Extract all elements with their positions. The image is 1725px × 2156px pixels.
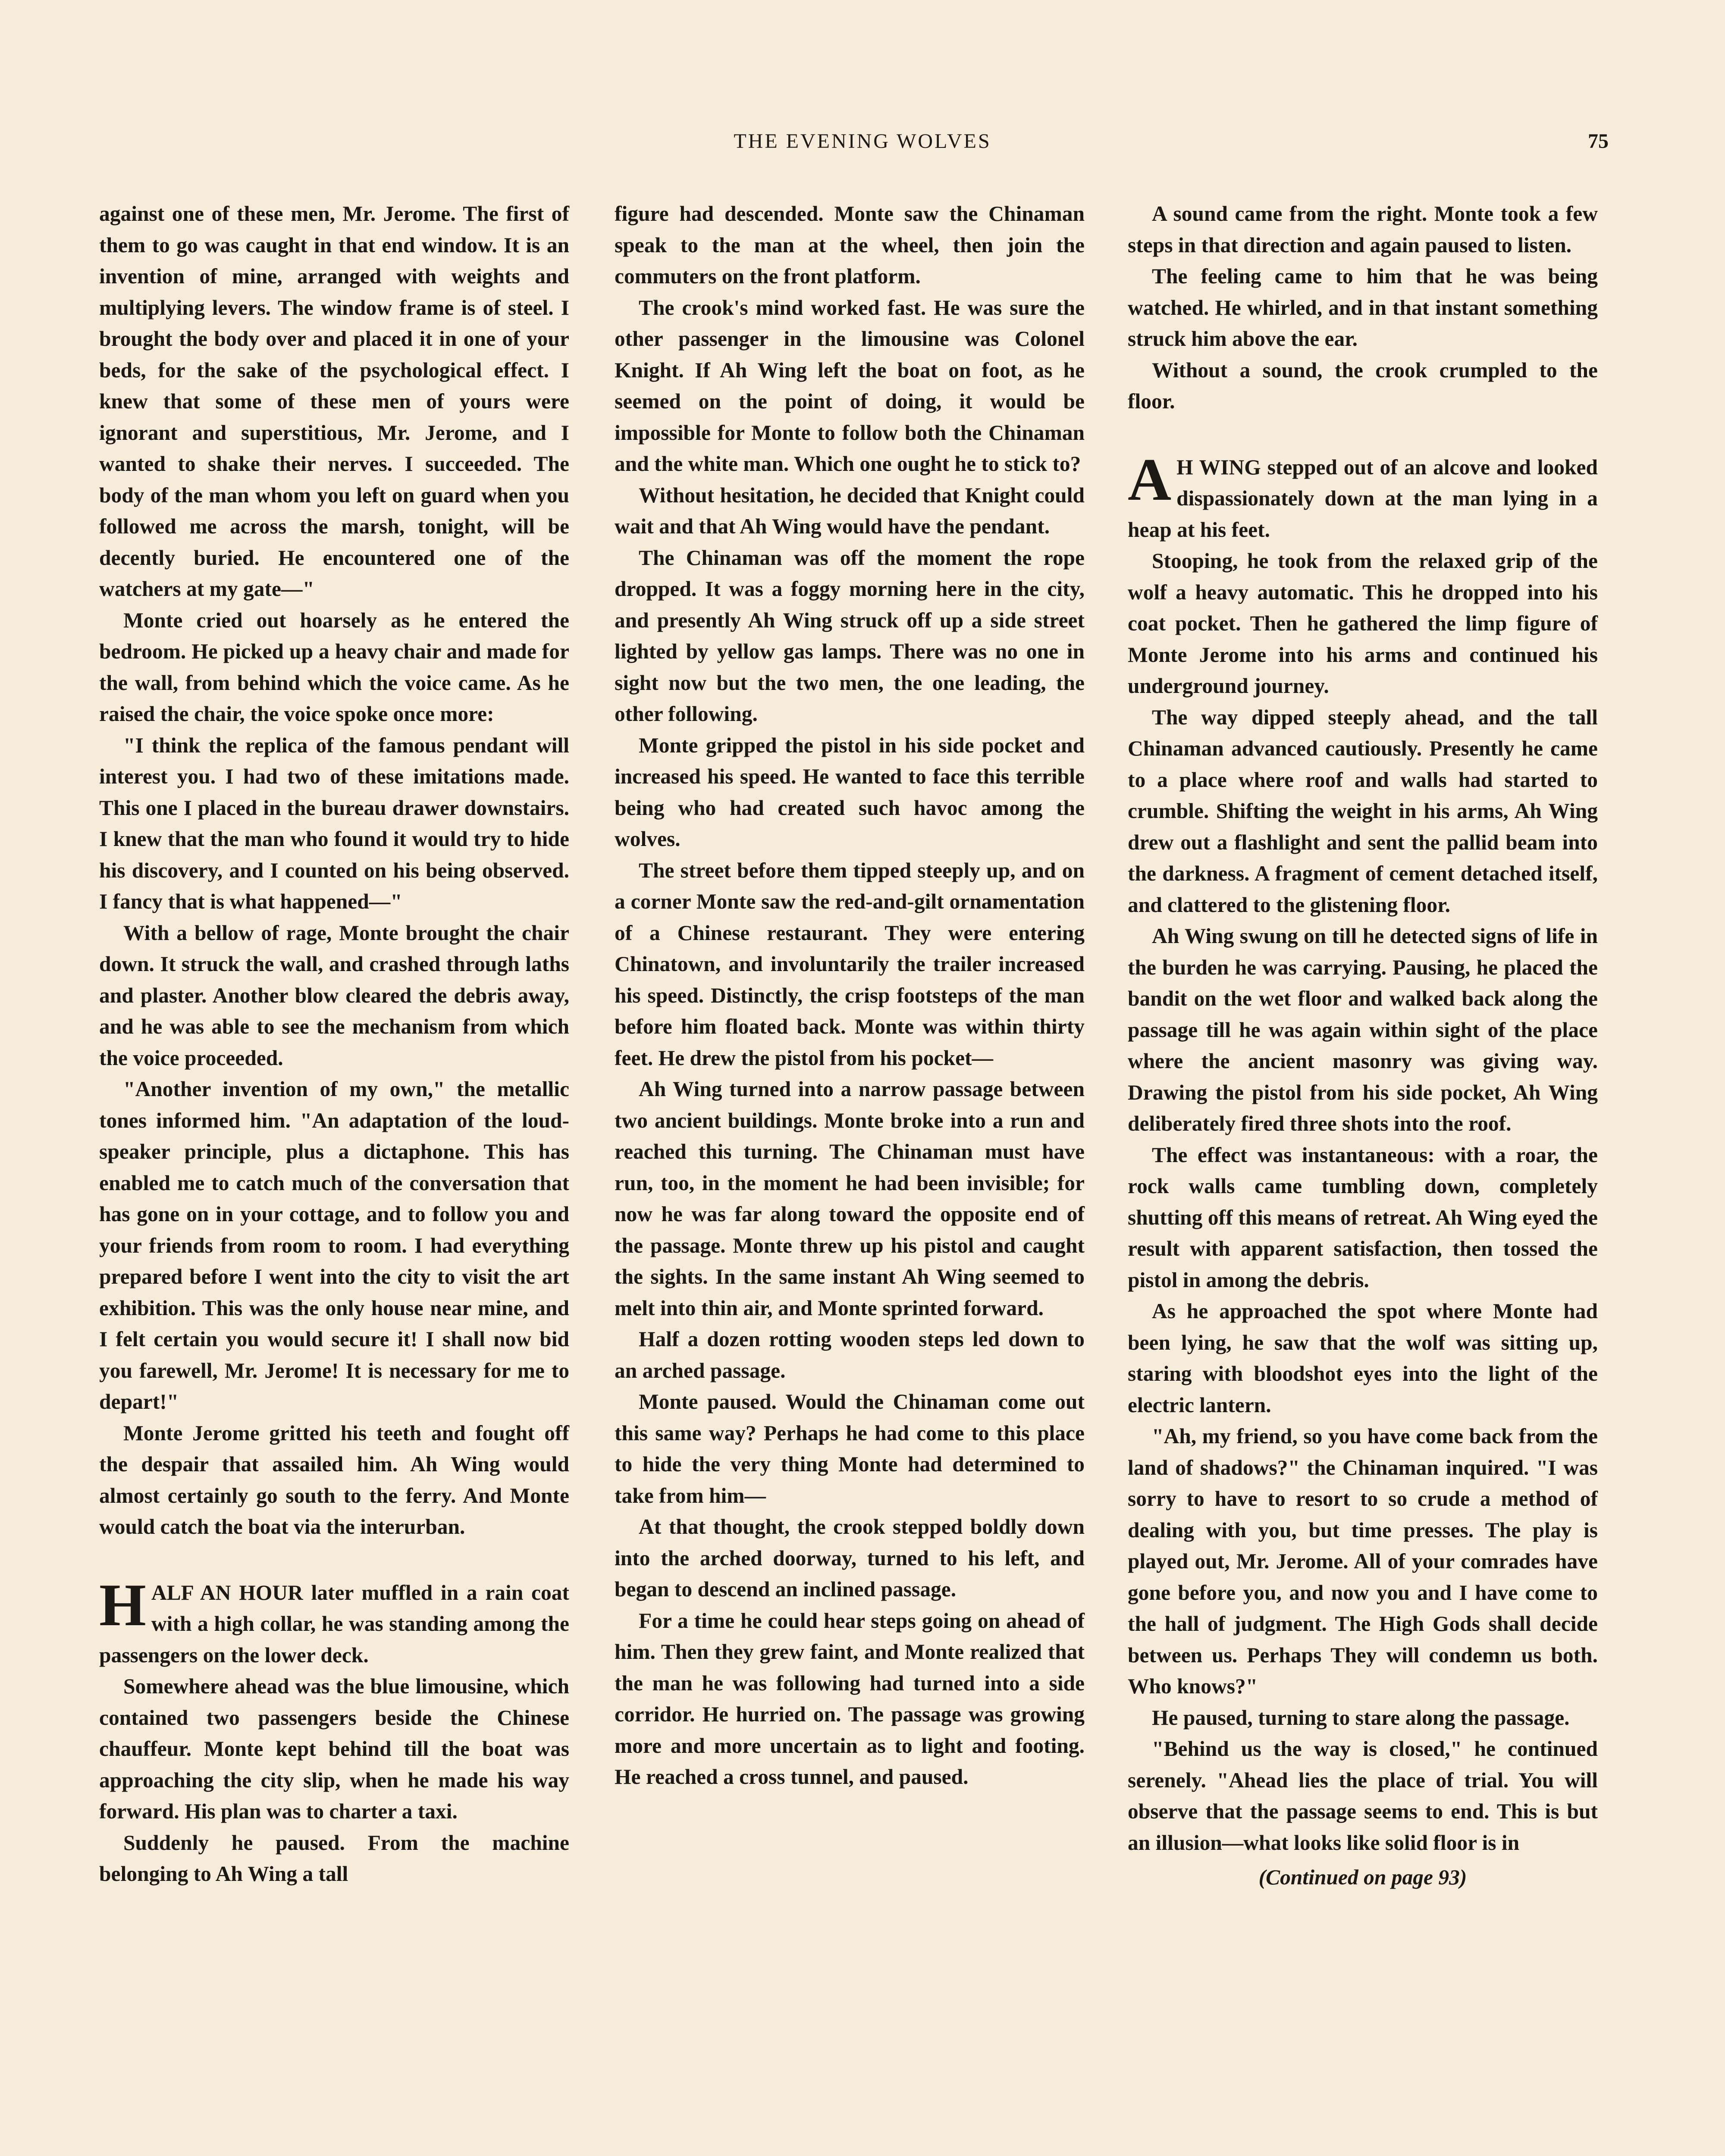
text-column-2: [615, 198, 1085, 1793]
paragraph: "Another invention of my own," the metallic tones informed him. "An adaptation of the loud-speaker principle, plus a dictaphone. This has enabled me to catch much of the conversation that has gone on in your cottage, and to follow you and your friends from room to room. I had everything prepared before I went into the city to visit the art exhibition. This was the only house near mine, and I felt certain you would secure it! I shall now bid you farewell, Mr. Jerome! It is necessary for me to depart!": [99, 1077, 569, 1413]
section-body-text: later muffled in a rain coat with a high collar, he was standing among the passengers on the lower deck.: [99, 1580, 569, 1667]
paragraph: figure had descended. Monte saw the Chinaman speak to the man at the wheel, then join the commuters on the front platform.: [615, 202, 1085, 288]
section-lead-words: HALF AN HOUR: [99, 1571, 303, 1639]
paragraph: "Behind us the way is closed," he continued serenely. "Ahead lies the place of trial. You will observe that the passage seems to end. This is but an illusion—what looks like solid floor is in: [1128, 1737, 1598, 1855]
page-number: 75: [1588, 130, 1609, 153]
continued-note: (Continued on page 93): [1258, 1865, 1467, 1889]
paragraph: Stooping, he took from the relaxed grip of the wolf a heavy automatic. This he dropped into his coat pocket. Then he gathered the limp figure of Monte Jerome into his arms and continued his underground journey.: [1128, 549, 1598, 698]
text-column-1: [99, 198, 569, 1890]
section-opening-paragraph: [1128, 446, 1598, 546]
paragraph: against one of these men, Mr. Jerome. The first of them to go was caught in that end window. It is an invention of mine, arranged with weights and multiplying levers. The window frame is of steel. I brought the body over and placed it in one of your beds, for the sake of the psychological effect. I knew that some of these men of yours were ignorant and superstitious, Mr. Jerome, and I wanted to shake their nerves. I succeeded. The body of the man whom you left on guard when you followed me across the marsh, tonight, will be decently buried. He encountered one of the watchers at my gate—": [99, 202, 569, 601]
paragraph: As he approached the spot where Monte had been lying, he saw that the wolf was sitting up, staring with bloodshot eyes into the light of the electric lantern.: [1128, 1299, 1598, 1417]
paragraph: The street before them tipped steeply up, and on a corner Monte saw the red-and-gilt ornamentation of a Chinese restaurant. They were entering Chinatown, and involuntarily the trailer increased his speed. Distinctly, the crisp footsteps of the man before him floated back. Monte was within thirty feet. He drew the pistol from his pocket—: [615, 858, 1085, 1070]
paragraph: The crook's mind worked fast. He was sure the other passenger in the limousine was Colonel Knight. If Ah Wing left the boat on foot, as he seemed on the point of doing, it would be impossible for Monte to follow both the Chinaman and the white man. Which one ought he to stick to?: [615, 295, 1085, 476]
running-title: THE EVENING WOLVES: [734, 130, 991, 153]
paragraph: Suddenly he paused. From the machine belonging to Ah Wing a tall: [99, 1830, 569, 1886]
paragraph: For a time he could hear steps going on ahead of him. Then they grew faint, and Monte realized that the man he was following had turned into a side corridor. He hurried on. The passage was growing more and more uncertain as to light and footing. He reached a cross tunnel, and paused.: [615, 1608, 1085, 1789]
paragraph: Somewhere ahead was the blue limousine, which contained two passengers beside the Chinese chauffeur. Monte kept behind till the boat was approaching the city slip, when he made his way forward. His plan was to charter a taxi.: [99, 1674, 569, 1823]
paragraph: The feeling came to him that he was being watched. He whirled, and in that instant something struck him above the ear.: [1128, 264, 1598, 351]
paragraph: The effect was instantaneous: with a roar, the rock walls came tumbling down, completely shutting off this means of retreat. Ah Wing eyed the result with apparent satisfaction, then tossed the pistol in among the debris.: [1128, 1143, 1598, 1292]
paragraph: Ah Wing swung on till he detected signs of life in the burden he was carrying. Pausing, he placed the bandit on the wet floor and walked back along the passage till he was again within sight of the place where the ancient masonry was giving way. Drawing the pistol from his side pocket, Ah Wing deliberately fired three shots into the roof.: [1128, 924, 1598, 1135]
paragraph: Without a sound, the crook crumpled to the floor.: [1128, 358, 1598, 413]
paragraph: Monte cried out hoarsely as he entered the bedroom. He picked up a heavy chair and made for the wall, from behind which the voice came. As he raised the chair, the voice spoke once more:: [99, 608, 569, 726]
page-header: [0, 129, 1725, 172]
paragraph: The Chinaman was off the moment the rope dropped. It was a foggy morning here in the city, and presently Ah Wing struck off up a side street lighted by yellow gas lamps. There was no one in sight now but the two men, the one leading, the other following.: [615, 545, 1085, 726]
paragraph: Monte paused. Would the Chinaman come out this same way? Perhaps he had come to this place to hide the very thing Monte had determined to take from him—: [615, 1390, 1085, 1507]
paragraph: Monte Jerome gritted his teeth and fought off the despair that assailed him. Ah Wing would almost certainly go south to the ferry. And Monte would catch the boat via the interurban.: [99, 1421, 569, 1539]
paragraph: Without hesitation, he decided that Knight could wait and that Ah Wing would have the pendant.: [615, 483, 1085, 538]
paragraph: "Ah, my friend, so you have come back from the land of shadows?" the Chinaman inquired. "I was sorry to have to resort to so crude a method of dealing with you, but time presses. The play is played out, Mr. Jerome. All of your comrades have gone before you, and now you and I have come to the hall of judgment. The High Gods shall decide between us. Perhaps They will condemn us both. Who knows?": [1128, 1424, 1598, 1698]
section-opening-paragraph: [99, 1571, 569, 1671]
paragraph: Ah Wing turned into a narrow passage between two ancient buildings. Monte broke into a run and reached this turning. The Chinaman must have run, too, in the moment he had been invisible; for now he was far along toward the opposite end of the passage. Monte threw up his pistol and caught the sights. In the same instant Ah Wing seemed to melt into thin air, and Monte sprinted forward.: [615, 1077, 1085, 1320]
paragraph: The way dipped steeply ahead, and the tall Chinaman advanced cautiously. Presently he came to a place where roof and walls had started to crumble. Shifting the weight in his arms, Ah Wing drew out a flashlight and sent the pallid beam into the darkness. A fragment of cement detached itself, and clattered to the glistening floor.: [1128, 705, 1598, 917]
paragraph: Half a dozen rotting wooden steps led down to an arched passage.: [615, 1327, 1085, 1382]
paragraph: Monte gripped the pistol in his side pocket and increased his speed. He wanted to face this terrible being who had created such havoc among the wolves.: [615, 733, 1085, 851]
text-column-3: [1128, 198, 1598, 1893]
section-body-text: stepped out of an alcove and looked dispassionately down at the man lying in a heap at his feet.: [1128, 455, 1598, 542]
paragraph: A sound came from the right. Monte took a few steps in that direction and again paused to listen.: [1128, 202, 1598, 257]
section-lead-words: AH WING: [1128, 446, 1261, 513]
paragraph: He paused, turning to stare along the passage.: [1152, 1705, 1570, 1730]
paragraph: At that thought, the crook stepped boldly down into the arched doorway, turned to his left, and began to descend an inclined passage.: [615, 1515, 1085, 1601]
paragraph: With a bellow of rage, Monte brought the chair down. It struck the wall, and crashed through laths and plaster. Another blow cleared the debris away, and he was able to see the mechanism from which the voice proceeded.: [99, 921, 569, 1070]
paragraph: "I think the replica of the famous pendant will interest you. I had two of these imitations made. This one I placed in the bureau drawer downstairs. I knew that the man who found it would try to hide his discovery, and I counted on his being observed. I fancy that is what happened—": [99, 733, 569, 913]
